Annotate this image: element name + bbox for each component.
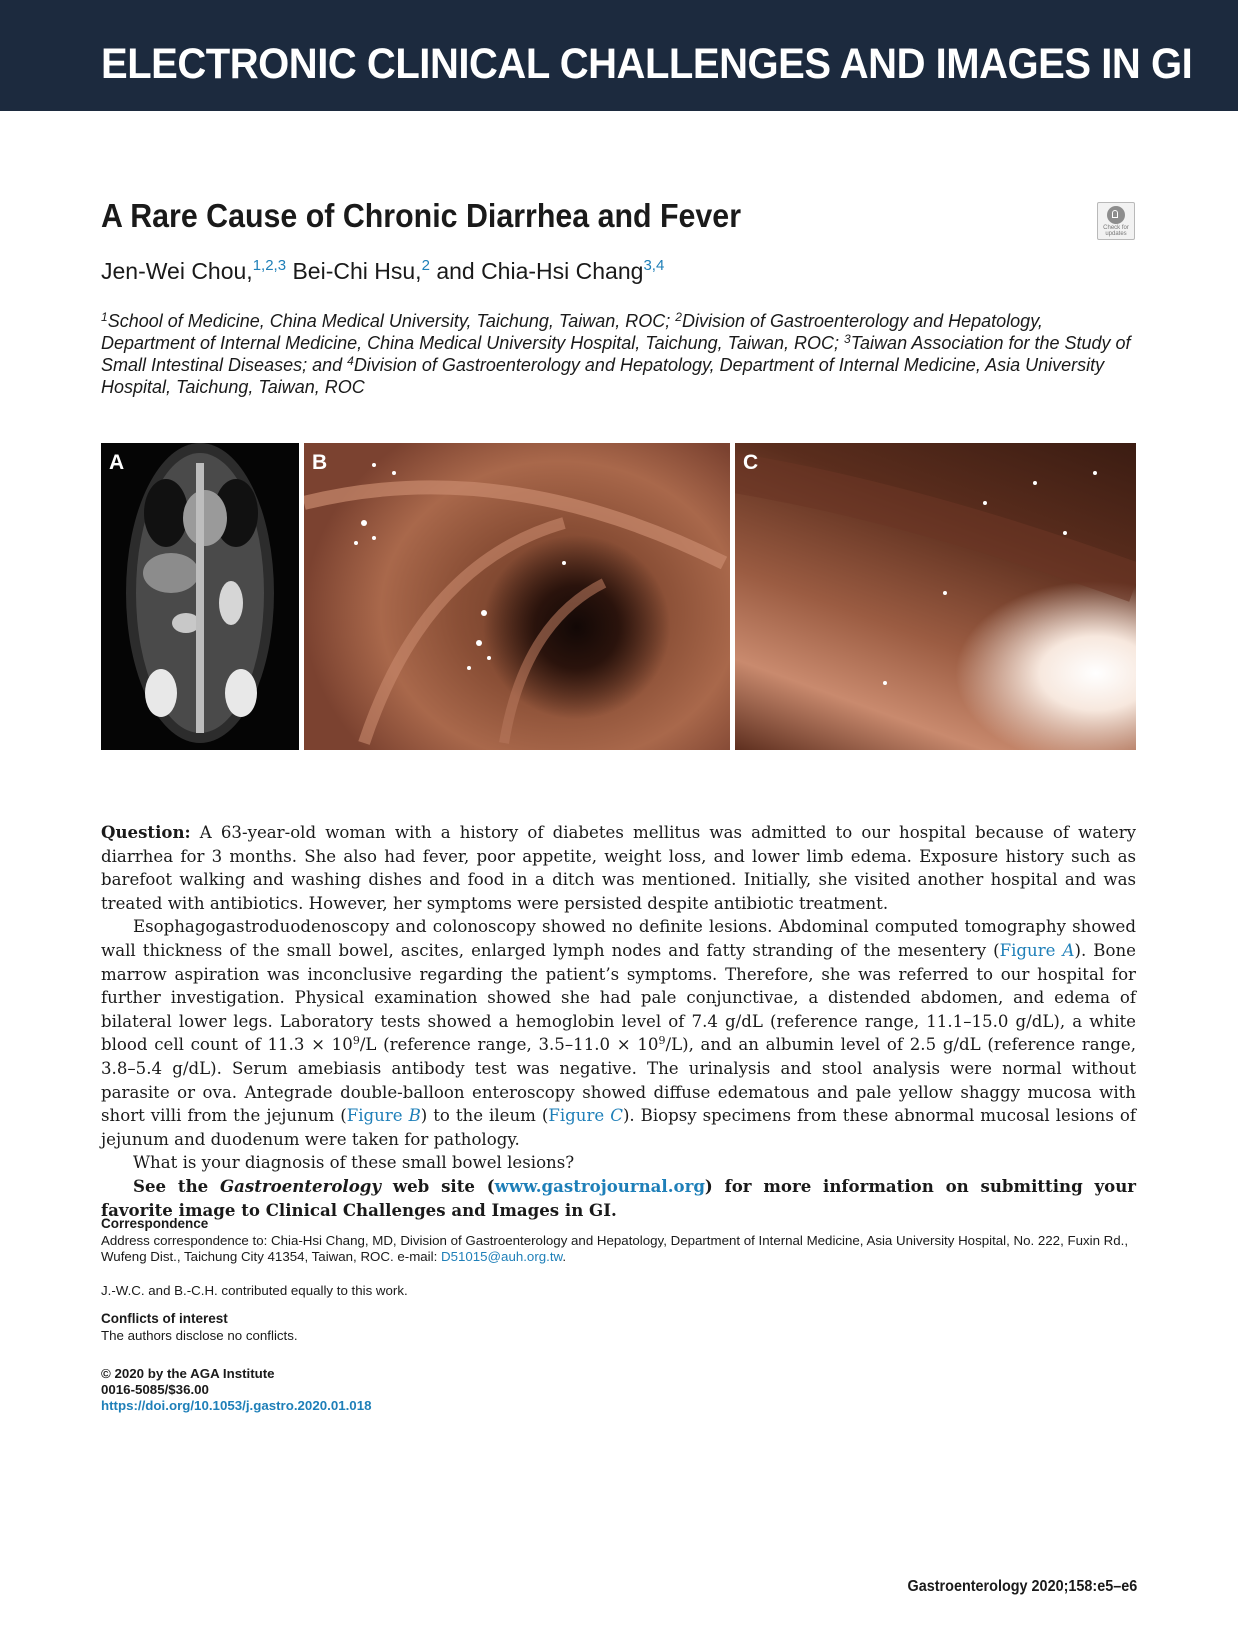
exponent: 9 bbox=[352, 1034, 360, 1048]
affil-marker: 4 bbox=[347, 354, 354, 368]
affil-marker: 3 bbox=[844, 332, 851, 346]
affil-text: Division of Gastroenterology and Hepatology, Department of Internal Medicine, China Medical University Hospital, Taichung, Taiwan, ROC; bbox=[101, 311, 1043, 353]
article-title: A Rare Cause of Chronic Diarrhea and Fever bbox=[101, 197, 742, 234]
affil-text: Taiwan Association for the Study of Small Intestinal Diseases; and bbox=[101, 333, 1131, 375]
author-list bbox=[101, 258, 664, 285]
author-affil-ref[interactable]: 3,4 bbox=[643, 257, 665, 274]
figure-a-link[interactable] bbox=[1000, 941, 1075, 960]
figure-ref-word: Figure bbox=[548, 1106, 611, 1126]
enteroscopy-image-jejunum bbox=[304, 443, 730, 750]
section-title: ELECTRONIC CLINICAL CHALLENGES AND IMAGES IN GI bbox=[101, 40, 1193, 88]
affiliations bbox=[101, 310, 1141, 398]
affil-text: Division of Gastroenterology and Hepatology, Department of Internal Medicine, Asia University Hospital, Taichung, Taiwan, ROC bbox=[101, 355, 1105, 397]
author-affil-ref[interactable]: 1,2,3 bbox=[252, 257, 287, 274]
paragraph-text: /L (reference range, 3.5–11.0 × 10 bbox=[359, 1035, 659, 1055]
conflicts-text: The authors disclose no conflicts. bbox=[101, 1328, 298, 1343]
author-affil-ref[interactable]: 2 bbox=[421, 257, 430, 274]
email-link[interactable]: D51015@auh.org.tw bbox=[440, 1249, 563, 1264]
figure-ref-letter: A bbox=[1062, 940, 1075, 960]
paragraph-text: A 63-year-old woman with a history of diabetes mellitus was admitted to our hospital because of watery diarrhea for 3 months. She also had fever, poor appetite, weight loss, and lower limb edema. Exposure history such as barefoot walking and washing dishes and food in a ditch was mentioned. Initially, she visited another hospital and was treated with antibiotics. However, her symptoms were persisted despite antibiotic treatment. bbox=[101, 823, 1136, 913]
correspondence-text bbox=[101, 1233, 1141, 1265]
enteroscopy-image-ileum bbox=[735, 443, 1136, 750]
paragraph-text: Esophagogastroduodenoscopy and colonoscopy showed no definite lesions. Abdominal computed tomography showed wall thickness of the small bowel, ascites, enlarged lymph nodes and fatty stranding of the mesentery ( bbox=[101, 917, 1136, 960]
paragraph-text: ). Biopsy specimens from these abnormal mucosal lesions of jejunum and duodenum were taken for pathology. bbox=[101, 1106, 1136, 1149]
journal-citation: Gastroenterology 2020;158:e5–e6 bbox=[907, 1578, 1137, 1595]
figure-panel-c bbox=[735, 443, 1136, 750]
paragraph-text: web site ( bbox=[381, 1175, 495, 1196]
correspondence-heading: Correspondence bbox=[101, 1216, 209, 1231]
paragraph-text: ) to the ileum ( bbox=[420, 1106, 549, 1126]
figure-ref-letter: C bbox=[610, 1106, 623, 1126]
paragraph-question bbox=[101, 821, 1136, 915]
paragraph-text: ) for more information on submitting your favorite image to Clinical Challenges and Images in GI. bbox=[101, 1175, 1137, 1220]
badge-label-line1: Check for bbox=[1103, 225, 1129, 231]
paragraph-text: /L), and an albumin level of 2.5 g/dL (reference range, 3.8–5.4 g/dL). Serum amebiasis antibody test was negative. The urinalysis and stool analysis were normal without parasite or ova. Antegrade double-balloon enteroscopy showed diffuse edematous and pale yellow shaggy mucosa with short villi from the jejunum ( bbox=[101, 1035, 1137, 1126]
address-suffix: . bbox=[562, 1249, 567, 1264]
panel-label-b: B bbox=[312, 451, 328, 474]
figure-c-link[interactable] bbox=[548, 1106, 623, 1125]
author-name: Jen-Wei Chou, bbox=[101, 258, 253, 284]
figure-ref-word: Figure bbox=[999, 940, 1063, 960]
check-for-updates-button[interactable] bbox=[1097, 202, 1135, 240]
figure-ref-letter: B bbox=[408, 1106, 421, 1126]
affil-marker: 1 bbox=[101, 310, 108, 324]
panel-label-a: A bbox=[109, 451, 125, 474]
affil-marker: 2 bbox=[675, 310, 682, 324]
figure-panel-a bbox=[101, 443, 299, 750]
header-banner bbox=[0, 0, 1238, 111]
journal-website-link[interactable]: www.gastrojournal.org bbox=[494, 1175, 705, 1196]
exponent: 9 bbox=[658, 1034, 666, 1048]
paragraph-diagnosis-question: What is your diagnosis of these small bowel lesions? bbox=[133, 1153, 575, 1173]
issn-line: 0016-5085/$36.00 bbox=[101, 1382, 209, 1397]
ct-scan-image bbox=[101, 443, 299, 750]
doi-link[interactable]: https://doi.org/10.1053/j.gastro.2020.01.018 bbox=[101, 1398, 372, 1413]
bookmark-icon bbox=[1107, 206, 1125, 224]
copyright-line: © 2020 by the AGA Institute bbox=[101, 1366, 275, 1381]
paragraph-findings bbox=[101, 915, 1136, 1151]
article-body bbox=[101, 821, 1136, 1222]
figure-b-link[interactable] bbox=[347, 1106, 421, 1125]
panel-label-c: C bbox=[743, 451, 759, 474]
author-name: and Chia-Hsi Chang bbox=[436, 258, 644, 284]
address-text: Address correspondence to: Chia-Hsi Chang, MD, Division of Gastroenterology and Hepatology, Department of Internal Medicine, Asia University Hospital, No. 222, Fuxin Rd., Wufeng Dist., Taichung City 41354, Taiwan, ROC. e-mail: bbox=[101, 1233, 1129, 1264]
affil-text: School of Medicine, China Medical University, Taichung, Taiwan, ROC; bbox=[107, 311, 676, 331]
copyright-block bbox=[101, 1366, 371, 1414]
paragraph-submission-note bbox=[101, 1175, 1136, 1222]
paragraph-text: ). Bone marrow aspiration was inconclusive regarding the patient’s symptoms. Therefore, she was referred to our hospital for further investigation. Physical examination showed she had pale conjunctivae, a distended abdomen, and edema of bilateral lower legs. Laboratory tests showed a hemoglobin level of 7.4 g/dL (reference range, 11.1–15.0 g/dL), a white blood cell count of 11.3 × 10 bbox=[101, 940, 1136, 1055]
contribution-note: J.-W.C. and B.-C.H. contributed equally to this work. bbox=[101, 1283, 408, 1298]
journal-name: Gastroenterology bbox=[220, 1175, 382, 1196]
figure-ref-word: Figure bbox=[346, 1106, 409, 1126]
author-name: Bei-Chi Hsu, bbox=[292, 258, 422, 284]
question-label: Question: bbox=[101, 822, 191, 842]
conflicts-heading: Conflicts of interest bbox=[101, 1311, 228, 1326]
figure-panel-b bbox=[304, 443, 730, 750]
paragraph-text: See the bbox=[133, 1175, 220, 1196]
badge-label-line2: updates bbox=[1105, 231, 1127, 237]
